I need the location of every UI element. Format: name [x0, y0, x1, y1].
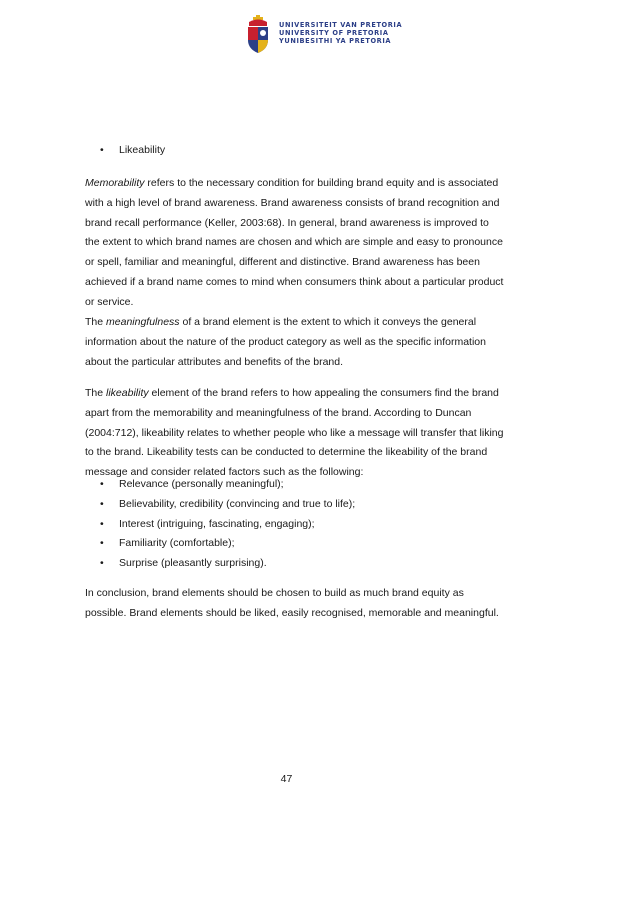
paragraph-likeability-text: element of the brand refers to how appealing the consumers find the brand apart from the memorability and meaningfulness of the brand. According to Duncan (2004:712), likeability relates to whether people who like a message will transfer that liking to the brand. Likeability tests can be conducted to determine the likeability of the brand message and consider related factors such as the following:: [85, 387, 504, 479]
paragraph-memorability: [85, 174, 505, 313]
paragraph-conclusion: In conclusion, brand elements should be chosen to build as much brand equity as possible. Brand elements should be liked, easily recognised, memorable and meaningful.: [85, 587, 499, 619]
term-memorability: Memorability: [85, 177, 145, 189]
list-item: • Familiarity (comfortable);: [100, 534, 355, 554]
intro-bullet-text: Likeability: [119, 144, 166, 156]
list-item: • Surprise (pleasantly surprising).: [100, 554, 355, 574]
bullet-icon: •: [100, 497, 104, 510]
term-likeability: likeability: [106, 387, 149, 399]
paragraph-meaningfulness-text: of a brand element is the extent to which it conveys the general information about the nature of the product category as well as the specific information about the particular attributes and benefits of the brand.: [85, 316, 486, 368]
term-meaningfulness: meaningfulness: [106, 316, 180, 328]
bullet-icon: •: [100, 144, 104, 156]
bullet-icon: •: [100, 537, 104, 550]
paragraph-meaningfulness: [85, 313, 505, 372]
list-item: • Interest (intriguing, fascinating, engaging);: [100, 515, 355, 535]
likeability-factors-list: [100, 475, 355, 574]
bullet-icon: •: [100, 557, 104, 570]
list-item: • Relevance (personally meaningful);: [100, 475, 355, 495]
logo-line-afrikaans: UNIVERSITEIT VAN PRETORIA: [279, 21, 403, 29]
page-number: 47: [280, 773, 293, 785]
university-logo: [243, 14, 403, 54]
paragraph-likeability-lead: The: [85, 387, 107, 399]
bullet-icon: •: [100, 478, 104, 490]
logo-line-english: UNIVERSITY OF PRETORIA: [279, 29, 389, 38]
logo-line-sepedi: YUNIBESITHI YA PRETORIA: [279, 37, 392, 46]
bullet-icon: •: [100, 517, 104, 530]
university-crest-icon: [243, 14, 273, 54]
paragraph-meaningfulness-lead: The: [85, 316, 107, 328]
list-item: • Believability, credibility (convincing and true to life);: [100, 495, 355, 515]
paragraph-likeability: [85, 384, 505, 483]
intro-bullet: [100, 140, 165, 160]
paragraph-memorability-text: refers to the necessary condition for building brand equity and is associated with a high level of brand awareness. Brand awareness consists of brand recognition and brand recall performance (Keller, 2003:68). In general, brand awareness is improved to the extent to which brand names are chosen and which are simple and easy to pronounce or spell, familiar and meaningful, different and distinctive. Brand awareness has been achieved if a brand name comes to mind when consumers think about a particular product or service.: [85, 177, 504, 308]
